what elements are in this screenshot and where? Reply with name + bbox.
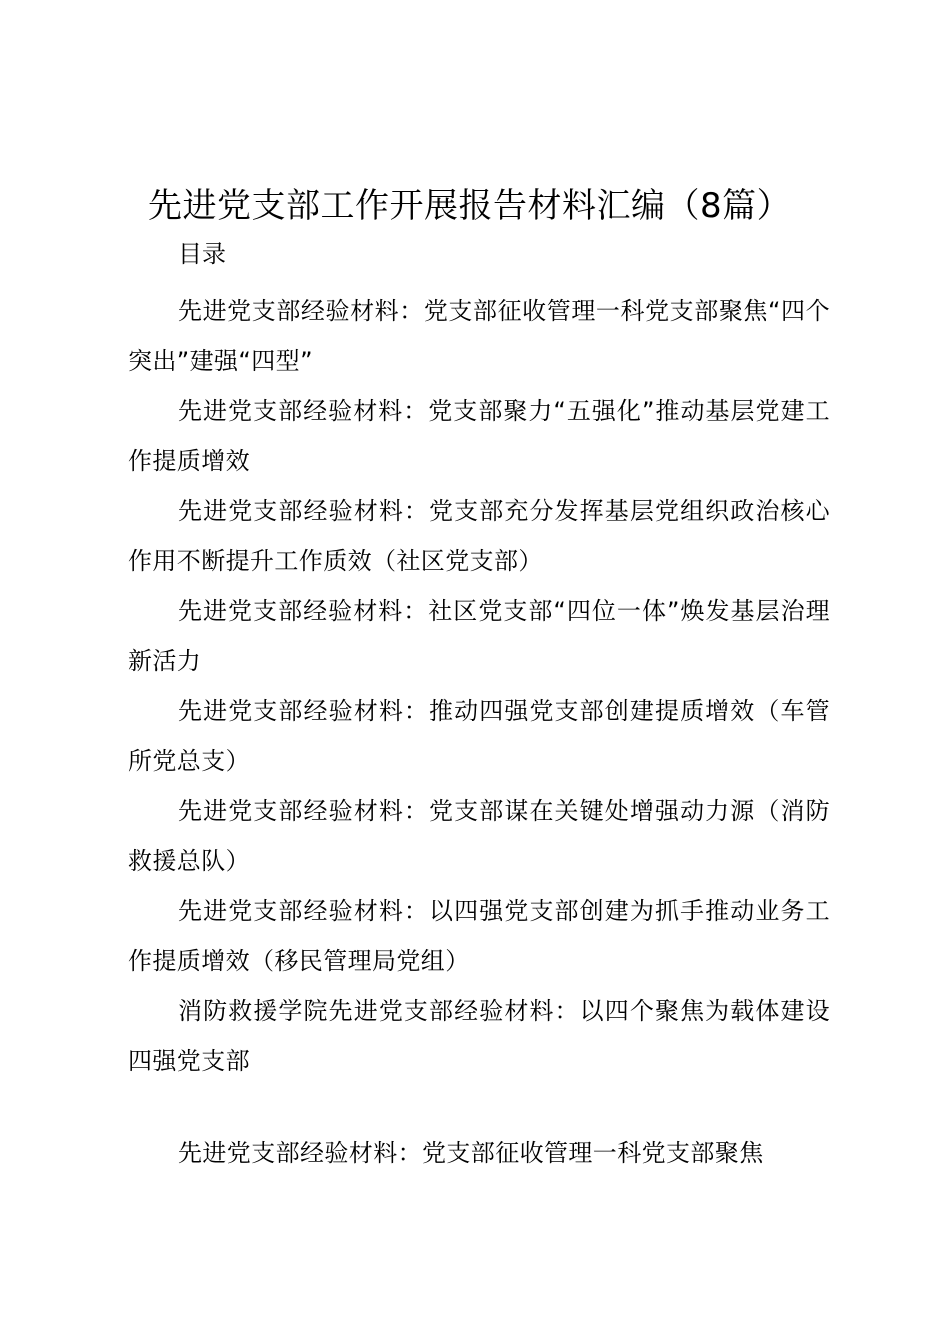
toc-item-7[interactable]: 先进党支部经验材料：以四强党支部创建为抓手推动业务工作提质增效（移民管理局党组） [128,897,830,975]
toc-item-4[interactable]: 先进党支部经验材料：社区党支部“四位一体”焕发基层治理新活力 [128,597,830,675]
toc-item-3[interactable]: 先进党支部经验材料：党支部充分发挥基层党组织政治核心作用不断提升工作质效（社区党支部） [128,497,830,575]
toc-item-5[interactable]: 先进党支部经验材料：推动四强党支部创建提质增效（车管所党总支） [128,697,830,775]
toc-item-1[interactable]: 先进党支部经验材料：党支部征收管理一科党支部聚焦“四个突出”建强“四型” [128,297,830,375]
toc-item-8[interactable]: 消防救援学院先进党支部经验材料：以四个聚焦为载体建设四强党支部 [128,997,830,1075]
toc-item-6[interactable]: 先进党支部经验材料：党支部谋在关键处增强动力源（消防救援总队） [128,797,830,875]
toc-item-2[interactable]: 先进党支部经验材料：党支部聚力“五强化”推动基层党建工作提质增效 [128,397,830,475]
table-of-contents [128,286,830,1086]
document-title: 先进党支部工作开展报告材料汇编（8篇） [148,186,792,226]
toc-heading: 目录 [178,240,226,268]
section-heading-first: 先进党支部经验材料：党支部征收管理一科党支部聚焦 [178,1139,764,1167]
